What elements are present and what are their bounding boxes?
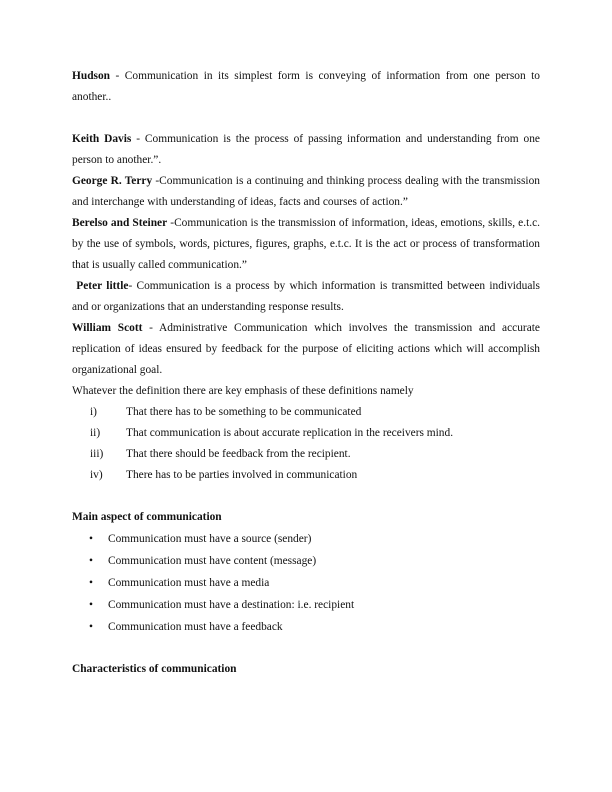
definition-text: Administrative Communication which involves the transmission and accurate replication of ideas ensured by feedback for the purpose of eliciting actions which will accomplish organizational goal. bbox=[72, 322, 540, 376]
bullet-icon: • bbox=[89, 599, 93, 611]
author-name: William Scott bbox=[72, 322, 143, 334]
definition-text: Communication is a process by which information is transmitted between individuals and or organizations that an understanding response results. bbox=[72, 280, 540, 313]
list-item: i) That there has to be something to be communicated bbox=[72, 402, 540, 423]
definition-text: Communication is a continuing and thinking process dealing with the transmission and interchange with understanding of ideas, facts and courses of action.” bbox=[72, 175, 540, 208]
definition-text: Communication is the process of passing information and understanding from one person to another.”. bbox=[72, 133, 540, 166]
list-item: • Communication must have a destination: i.e. recipient bbox=[72, 594, 540, 616]
author-name: Hudson bbox=[72, 70, 110, 82]
spacer bbox=[72, 108, 540, 129]
list-item: • Communication must have a feedback bbox=[72, 616, 540, 638]
list-item: • Communication must have content (message) bbox=[72, 550, 540, 572]
list-number: iii) bbox=[90, 448, 104, 460]
section-heading-main-aspect: Main aspect of communication bbox=[72, 511, 222, 523]
definition-george-terry: George R. Terry -Communication is a continuing and thinking process dealing with the transmission and interchange with understanding of ideas, facts and courses of action.” bbox=[72, 175, 540, 208]
author-name: Keith Davis bbox=[72, 133, 132, 145]
main-aspect-list bbox=[72, 528, 540, 638]
spacer bbox=[72, 638, 540, 659]
definition-keith-davis: Keith Davis - Communication is the process of passing information and understanding from one person to another.”. bbox=[72, 133, 540, 166]
definition-william-scott: William Scott - Administrative Communication which involves the transmission and accurate replication of ideas ensured by feedback for the purpose of eliciting actions which will accomplish organizational goal. bbox=[72, 322, 540, 376]
list-number: iv) bbox=[90, 469, 103, 481]
list-item: ii) That communication is about accurate replication in the receivers mind. bbox=[72, 423, 540, 444]
section-heading-characteristics: Characteristics of communication bbox=[72, 663, 237, 675]
bullet-icon: • bbox=[89, 621, 93, 633]
author-name: Berelso and Steiner bbox=[72, 217, 168, 229]
spacer bbox=[72, 486, 540, 507]
list-number: ii) bbox=[90, 427, 101, 439]
definition-hudson: Hudson - Communication in its simplest form is conveying of information from one person to another.. bbox=[72, 70, 540, 103]
definition-text: Communication is the transmission of information, ideas, emotions, skills, e.t.c. by the use of symbols, words, pictures, figures, graphs, e.t.c. It is the act or process of transformation that is usually called communication.” bbox=[72, 217, 540, 271]
definition-peter-little: Peter little- Communication is a process by which information is transmitted between individuals and or organizations that an understanding response results. bbox=[72, 280, 540, 313]
bullet-icon: • bbox=[89, 555, 93, 567]
author-name: George R. Terry bbox=[72, 175, 153, 187]
list-number: i) bbox=[90, 406, 97, 418]
emphasis-intro: Whatever the definition there are key emphasis of these definitions namely bbox=[72, 385, 414, 397]
bullet-icon: • bbox=[89, 577, 93, 589]
list-item: iii) That there should be feedback from the recipient. bbox=[72, 444, 540, 465]
emphasis-list bbox=[72, 402, 540, 486]
definition-berelso-steiner: Berelso and Steiner -Communication is the transmission of information, ideas, emotions, skills, e.t.c. by the use of symbols, words, pictures, figures, graphs, e.t.c. It is the act or process of transformation that is usually called communication.” bbox=[72, 217, 540, 271]
definition-text: Communication in its simplest form is conveying of information from one person to another.. bbox=[72, 70, 540, 103]
list-item: iv) There has to be parties involved in communication bbox=[72, 465, 540, 486]
list-item: • Communication must have a media bbox=[72, 572, 540, 594]
author-name: Peter little bbox=[76, 280, 129, 292]
bullet-icon: • bbox=[89, 533, 93, 545]
document-page bbox=[72, 66, 540, 680]
list-item: • Communication must have a source (sender) bbox=[72, 528, 540, 550]
